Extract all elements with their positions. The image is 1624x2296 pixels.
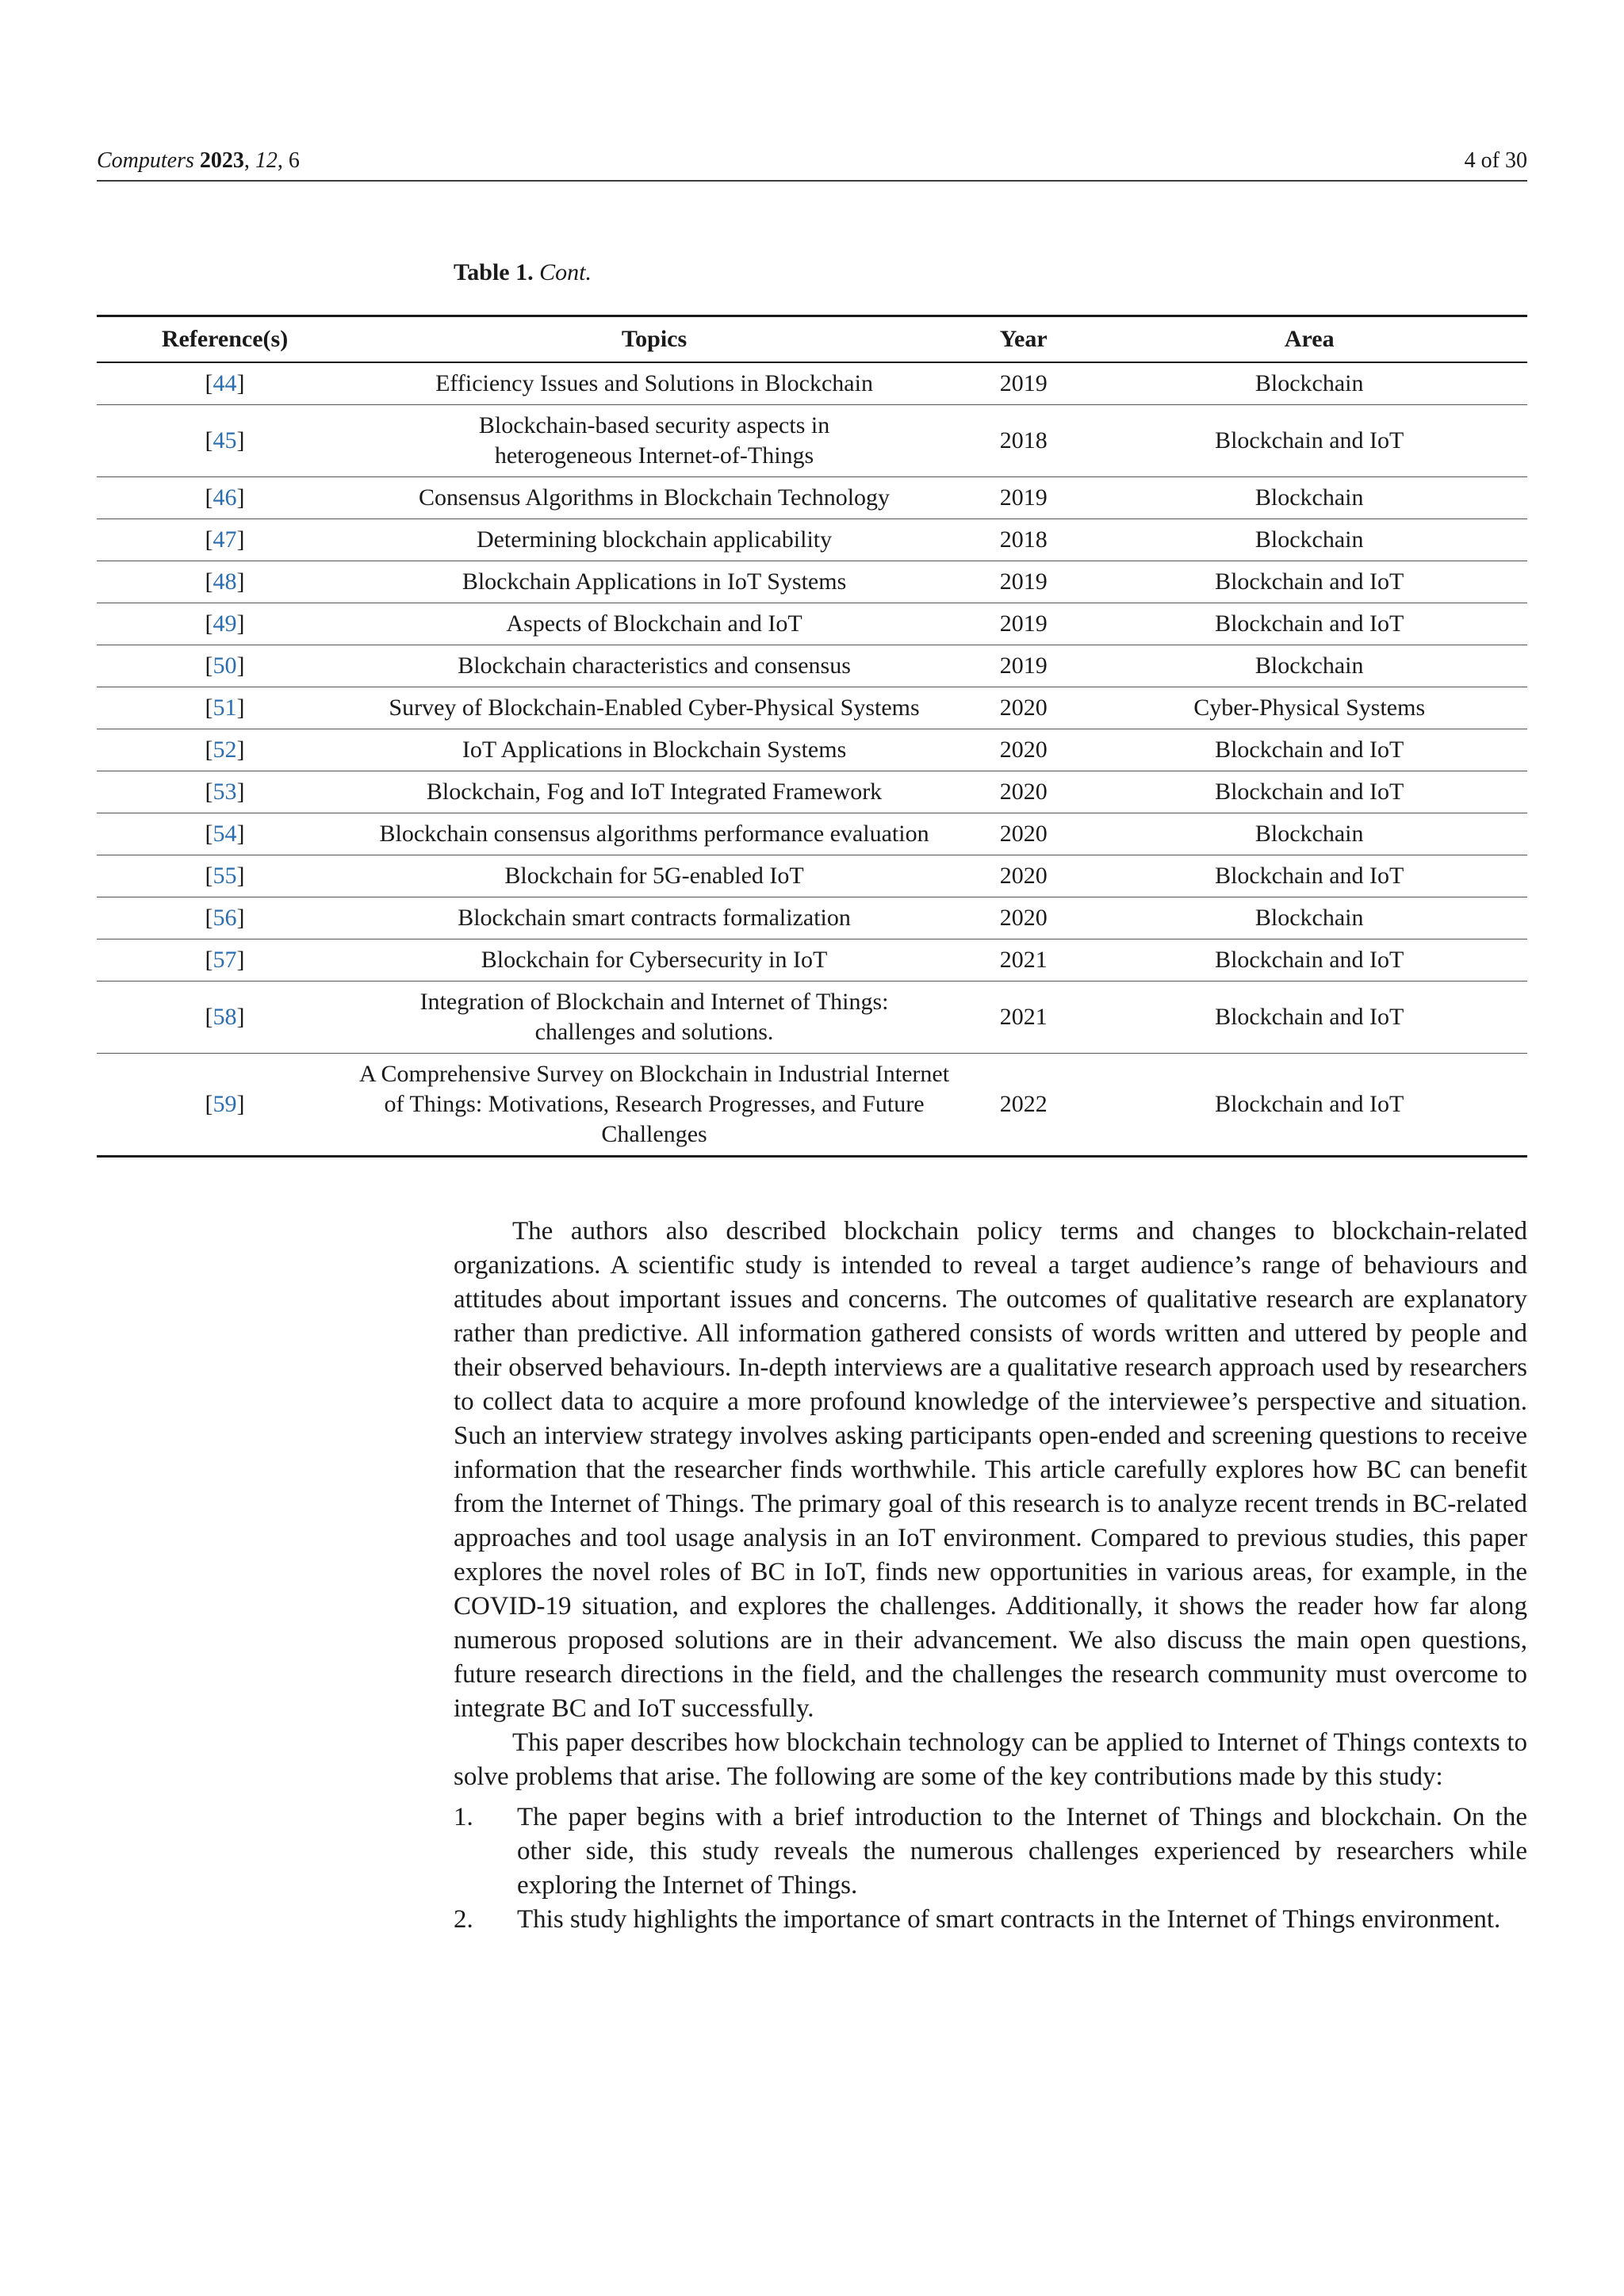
table-row [97, 519, 1527, 561]
ref-cell: [47] [97, 519, 353, 561]
ref-cell: [53] [97, 771, 353, 813]
area-cell: Blockchain and IoT [1091, 771, 1527, 813]
ref-cell: [51] [97, 687, 353, 729]
ref-cell: [55] [97, 855, 353, 897]
list-number: 2. [454, 1905, 473, 1934]
table-row [97, 362, 1527, 405]
table-caption-text: Cont. [539, 259, 592, 285]
topic-cell: Blockchain, Fog and IoT Integrated Framework [353, 771, 956, 813]
table-row [97, 603, 1527, 645]
table-row [97, 813, 1527, 855]
citation-link[interactable]: 49 [213, 610, 237, 637]
paragraph: This paper describes how blockchain technology can be applied to Internet of Things contexts to solve problems that arise. The following are some of the key contributions made by this study: [454, 1728, 1527, 1791]
topic-cell: Blockchain for Cybersecurity in IoT [353, 939, 956, 982]
year-cell: 2019 [956, 561, 1091, 603]
citation-link[interactable]: 51 [213, 695, 237, 721]
topic-cell: Survey of Blockchain-Enabled Cyber-Physical Systems [353, 687, 956, 729]
topic-cell: Blockchain consensus algorithms performance evaluation [353, 813, 956, 855]
year-cell: 2020 [956, 729, 1091, 771]
list-number: 1. [454, 1803, 473, 1831]
article-number: 6 [288, 148, 300, 173]
ref-cell: [50] [97, 645, 353, 687]
table-row [97, 771, 1527, 813]
citation-link[interactable]: 53 [213, 779, 237, 805]
area-cell: Blockchain and IoT [1091, 561, 1527, 603]
citation-link[interactable]: 55 [213, 863, 237, 889]
ref-cell: [52] [97, 729, 353, 771]
table-row [97, 645, 1527, 687]
paragraph: The authors also described blockchain policy terms and changes to blockchain-related organizations. A scientific study is intended to reveal a target audience’s range of behaviours and attitudes about important issues and concerns. The outcomes of qualitative research are explanatory rather than predictive. All information gathered consists of words written and uttered by people and their observed behaviours. In-depth interviews are a qualitative research approach used by researchers to collect data to acquire a more profound knowledge of the interviewee’s perspective and situation. Such an interview strategy involves asking participants open-ended and screening questions to receive information that the researcher finds worthwhile. This article carefully explores how BC can benefit from the Internet of Things. The primary goal of this research is to analyze recent trends in BC-related approaches and tool usage analysis in an IoT environment. Compared to previous studies, this paper explores the novel roles of BC in IoT, finds new opportunities in various areas, for example, in the COVID-19 situation, and explores the challenges. Additionally, it shows the reader how far along numerous proposed solutions are in their advancement. We also discuss the main open questions, future research directions in the field, and the challenges the research community must overcome to integrate BC and IoT successfully. [454, 1217, 1527, 1723]
topic-cell: Aspects of Blockchain and IoT [353, 603, 956, 645]
year-cell: 2022 [956, 1054, 1091, 1157]
citation-link[interactable]: 52 [213, 737, 237, 763]
year-cell: 2020 [956, 771, 1091, 813]
references-table [97, 315, 1527, 1158]
citation-link[interactable]: 46 [213, 484, 237, 511]
topic-cell: IoT Applications in Blockchain Systems [353, 729, 956, 771]
area-cell: Blockchain [1091, 477, 1527, 519]
topic-cell [353, 1054, 956, 1157]
area-cell: Blockchain [1091, 897, 1527, 939]
topic-cell: Determining blockchain applicability [353, 519, 956, 561]
ref-cell: [59] [97, 1054, 353, 1157]
year-cell: 2020 [956, 855, 1091, 897]
year-cell: 2021 [956, 939, 1091, 982]
area-cell: Blockchain and IoT [1091, 855, 1527, 897]
citation-link[interactable]: 57 [213, 947, 237, 973]
ref-cell: [48] [97, 561, 353, 603]
area-cell: Blockchain and IoT [1091, 939, 1527, 982]
ref-cell: [58] [97, 982, 353, 1054]
col-header-topics: Topics [353, 316, 956, 363]
page-header [97, 148, 1527, 182]
table-row [97, 729, 1527, 771]
topic-text: Integration of Blockchain and Internet of Things: challenges and solutions. [419, 989, 889, 1045]
list-item-text: This study highlights the importance of smart contracts in the Internet of Things environment. [517, 1905, 1501, 1934]
table-row [97, 939, 1527, 982]
area-cell: Blockchain and IoT [1091, 603, 1527, 645]
year-cell: 2020 [956, 687, 1091, 729]
list-item [454, 1903, 1527, 1937]
journal-name: Computers [97, 148, 194, 173]
col-header-references: Reference(s) [97, 316, 353, 363]
table-row [97, 982, 1527, 1054]
table-row [97, 561, 1527, 603]
citation-link[interactable]: 44 [213, 370, 237, 396]
area-cell: Cyber-Physical Systems [1091, 687, 1527, 729]
area-cell: Blockchain and IoT [1091, 405, 1527, 477]
citation-link[interactable]: 50 [213, 652, 237, 679]
table-caption-label: Table 1. [454, 259, 534, 285]
year-cell: 2019 [956, 477, 1091, 519]
topic-cell: Consensus Algorithms in Blockchain Technology [353, 477, 956, 519]
topic-text: A Comprehensive Survey on Blockchain in Industrial Internet of Things: Motivations, Research Progresses, and Future Challenges [359, 1061, 950, 1147]
citation-link[interactable]: 56 [213, 905, 237, 931]
table-row [97, 897, 1527, 939]
table-row [97, 687, 1527, 729]
topic-cell: Blockchain smart contracts formalization [353, 897, 956, 939]
year-cell: 2018 [956, 405, 1091, 477]
ref-cell: [45] [97, 405, 353, 477]
year-cell: 2019 [956, 645, 1091, 687]
ref-cell: [49] [97, 603, 353, 645]
year-cell: 2019 [956, 603, 1091, 645]
citation-link[interactable]: 59 [213, 1091, 237, 1117]
table-row [97, 405, 1527, 477]
citation-link[interactable]: 48 [213, 568, 237, 595]
area-cell: Blockchain [1091, 519, 1527, 561]
area-cell: Blockchain and IoT [1091, 1054, 1527, 1157]
year-cell: 2021 [956, 982, 1091, 1054]
area-cell: Blockchain and IoT [1091, 982, 1527, 1054]
table-row [97, 1054, 1527, 1157]
ref-cell: [54] [97, 813, 353, 855]
body-text [454, 1215, 1527, 1794]
table-caption [454, 259, 592, 286]
col-header-area: Area [1091, 316, 1527, 363]
table-row [97, 477, 1527, 519]
ref-cell: [56] [97, 897, 353, 939]
col-header-year: Year [956, 316, 1091, 363]
area-cell: Blockchain [1091, 645, 1527, 687]
year-cell: 2020 [956, 897, 1091, 939]
citation-link[interactable]: 45 [213, 427, 237, 453]
journal-year: 2023 [199, 148, 244, 173]
topic-text: Blockchain-based security aspects in heterogeneous Internet-of-Things [478, 412, 830, 469]
list-item-text: The paper begins with a brief introduction to the Internet of Things and blockchain. On the other side, this study reveals the numerous challenges experienced by researchers while exploring the Internet of Things. [517, 1803, 1527, 1900]
area-cell: Blockchain and IoT [1091, 729, 1527, 771]
citation-link[interactable]: 47 [213, 526, 237, 553]
ref-cell: [57] [97, 939, 353, 982]
table-header-row [97, 316, 1527, 363]
ref-cell: [44] [97, 362, 353, 405]
contributions-list [454, 1800, 1527, 1937]
area-cell: Blockchain [1091, 813, 1527, 855]
journal-volume: 12 [255, 148, 278, 173]
topic-cell: Blockchain characteristics and consensus [353, 645, 956, 687]
page-number: 4 of 30 [1464, 148, 1527, 173]
topic-cell [353, 982, 956, 1054]
year-cell: 2019 [956, 362, 1091, 405]
area-cell: Blockchain [1091, 362, 1527, 405]
topic-cell: Efficiency Issues and Solutions in Blockchain [353, 362, 956, 405]
topic-cell: Blockchain for 5G-enabled IoT [353, 855, 956, 897]
year-cell: 2020 [956, 813, 1091, 855]
journal-citation: Computers 2023, 12, 6 [97, 148, 300, 173]
list-item [454, 1800, 1527, 1903]
topic-cell: Blockchain Applications in IoT Systems [353, 561, 956, 603]
year-cell: 2018 [956, 519, 1091, 561]
ref-cell: [46] [97, 477, 353, 519]
citation-link[interactable]: 54 [213, 821, 237, 847]
table-row [97, 855, 1527, 897]
topic-cell [353, 405, 956, 477]
citation-link[interactable]: 58 [213, 1004, 237, 1030]
